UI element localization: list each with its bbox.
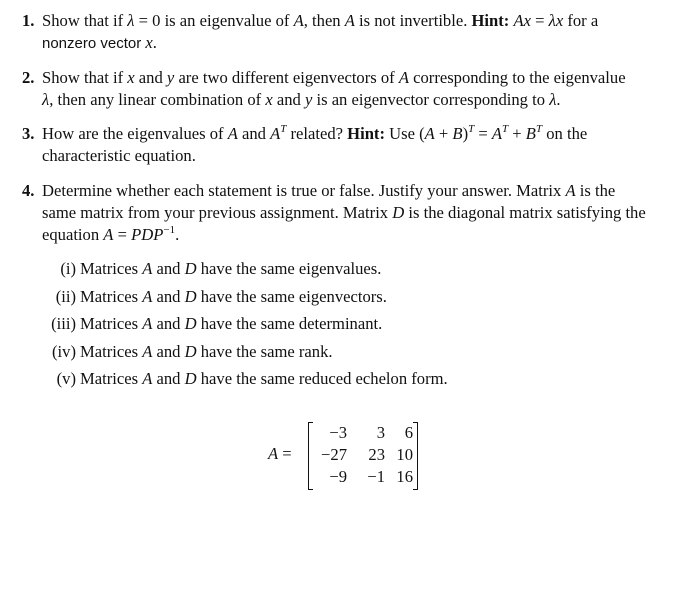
- text: Show that if: [42, 68, 128, 87]
- text: How are the eigenvalues of: [42, 124, 228, 143]
- text: , then any linear combination of: [49, 90, 266, 109]
- problem-number: 3.: [22, 124, 35, 143]
- statement-text: Matrices A and D have the same eigenvectors.: [80, 286, 387, 306]
- math-superscript: T: [468, 123, 475, 135]
- problem-text: [42, 67, 652, 111]
- text: .: [175, 225, 180, 244]
- math-a: A: [424, 124, 435, 143]
- statement-item: [44, 286, 604, 314]
- statement-item: [44, 368, 604, 396]
- math-a: A: [344, 11, 355, 30]
- text: nonzero vector: [42, 35, 146, 52]
- math-x: x: [127, 68, 135, 87]
- text: is the diagonal matrix satisfying the equation: [42, 203, 646, 244]
- text: ): [462, 124, 469, 143]
- math-lambda: λ: [549, 90, 557, 109]
- statement-label: (ii): [55, 286, 76, 306]
- math-x: x: [145, 33, 153, 52]
- statement-item: [44, 341, 604, 369]
- math-a: A: [293, 11, 304, 30]
- math-lambda: λ: [127, 11, 135, 30]
- matrix-cell: −27: [321, 445, 347, 464]
- text: =: [113, 225, 132, 244]
- text: characteristic equation.: [42, 146, 196, 165]
- hint-label: Hint:: [471, 11, 510, 30]
- matrix-label: A =: [268, 444, 292, 463]
- math-pdp: PDP: [131, 225, 164, 244]
- math-superscript: −1: [163, 224, 176, 236]
- statement-list: [44, 258, 604, 396]
- matrix-cell: 10: [396, 445, 413, 464]
- text: =: [474, 124, 492, 143]
- problem-text: [42, 10, 652, 55]
- math-a: A: [103, 225, 114, 244]
- math-y: y: [304, 90, 313, 109]
- problem-4: [22, 180, 652, 246]
- text: corresponding to the eigenvalue: [408, 68, 626, 87]
- statement-label: (i): [60, 259, 76, 278]
- text: +: [434, 124, 453, 143]
- text: and: [237, 124, 271, 143]
- math-lambda-x: λx: [548, 11, 564, 30]
- problem-1: [22, 10, 652, 55]
- statement-label: (iv): [52, 341, 76, 361]
- text: is not invertible.: [354, 11, 472, 30]
- text: =: [530, 11, 549, 30]
- math-superscript: T: [280, 123, 287, 135]
- matrix-row: [309, 445, 417, 467]
- text: and: [134, 68, 167, 87]
- text: +: [508, 124, 526, 143]
- matrix-row: [309, 423, 417, 445]
- math-ax: Ax: [513, 11, 531, 30]
- text: Show that if: [42, 11, 128, 30]
- matrix-a: [308, 422, 418, 490]
- math-d: D: [392, 203, 405, 222]
- text: , then: [303, 11, 345, 30]
- hint-label: Hint:: [347, 124, 385, 143]
- math-b: B: [452, 124, 463, 143]
- math-superscript: T: [535, 123, 543, 135]
- text: Determine whether each statement is true or false. Justify your answer. Matrix: [42, 181, 566, 200]
- math-lambda: λ: [42, 90, 50, 109]
- text: .: [152, 33, 157, 52]
- math-a: A: [270, 124, 281, 143]
- text: on the: [542, 124, 588, 143]
- text: for a: [563, 11, 599, 30]
- matrix-cell: 23: [368, 445, 385, 464]
- math-y: y: [166, 68, 175, 87]
- text: related?: [286, 124, 348, 143]
- statement-item: [44, 313, 604, 341]
- text: is an eigenvector corresponding to: [312, 90, 550, 109]
- problem-number: 2.: [22, 68, 35, 87]
- statement-label: (iii): [51, 314, 76, 333]
- matrix-cell: 3: [376, 423, 385, 442]
- text: = 0 is an eigenvalue of: [134, 11, 294, 30]
- text: Use (: [384, 124, 425, 143]
- matrix-cell: −9: [329, 467, 347, 486]
- problem-2: [22, 67, 652, 111]
- statement-text: Matrices A and D have the same eigenvalues.: [80, 259, 382, 278]
- problem-3: [22, 123, 652, 167]
- math-a: A: [491, 124, 503, 143]
- math-a: A: [565, 181, 576, 200]
- text: are two different eigenvectors of: [174, 68, 399, 87]
- matrix-cell: 6: [404, 423, 413, 442]
- problem-text: [42, 123, 652, 167]
- math-b: B: [525, 124, 536, 143]
- math-a: A: [398, 68, 409, 87]
- text: and: [272, 90, 305, 109]
- math-x: x: [265, 90, 273, 109]
- statement-text: Matrices A and D have the same determinant.: [80, 314, 383, 333]
- statement-text: Matrices A and D have the same reduced echelon form.: [80, 369, 448, 388]
- matrix-cell: 16: [396, 467, 413, 486]
- math-superscript: T: [502, 123, 509, 135]
- math-a: A: [227, 124, 238, 143]
- statement-item: [44, 258, 604, 286]
- problem-number: 1.: [22, 11, 35, 30]
- problem-text: [42, 180, 652, 246]
- text: .: [556, 90, 561, 109]
- statement-label: (v): [56, 369, 76, 388]
- matrix-row: [309, 467, 417, 489]
- matrix-cell: −3: [329, 423, 347, 442]
- text: is the same matrix from your previous assignment. Matrix: [42, 181, 616, 222]
- matrix-cell: −1: [367, 467, 385, 486]
- statement-text: Matrices A and D have the same rank.: [80, 341, 333, 361]
- problem-number: 4.: [22, 181, 35, 200]
